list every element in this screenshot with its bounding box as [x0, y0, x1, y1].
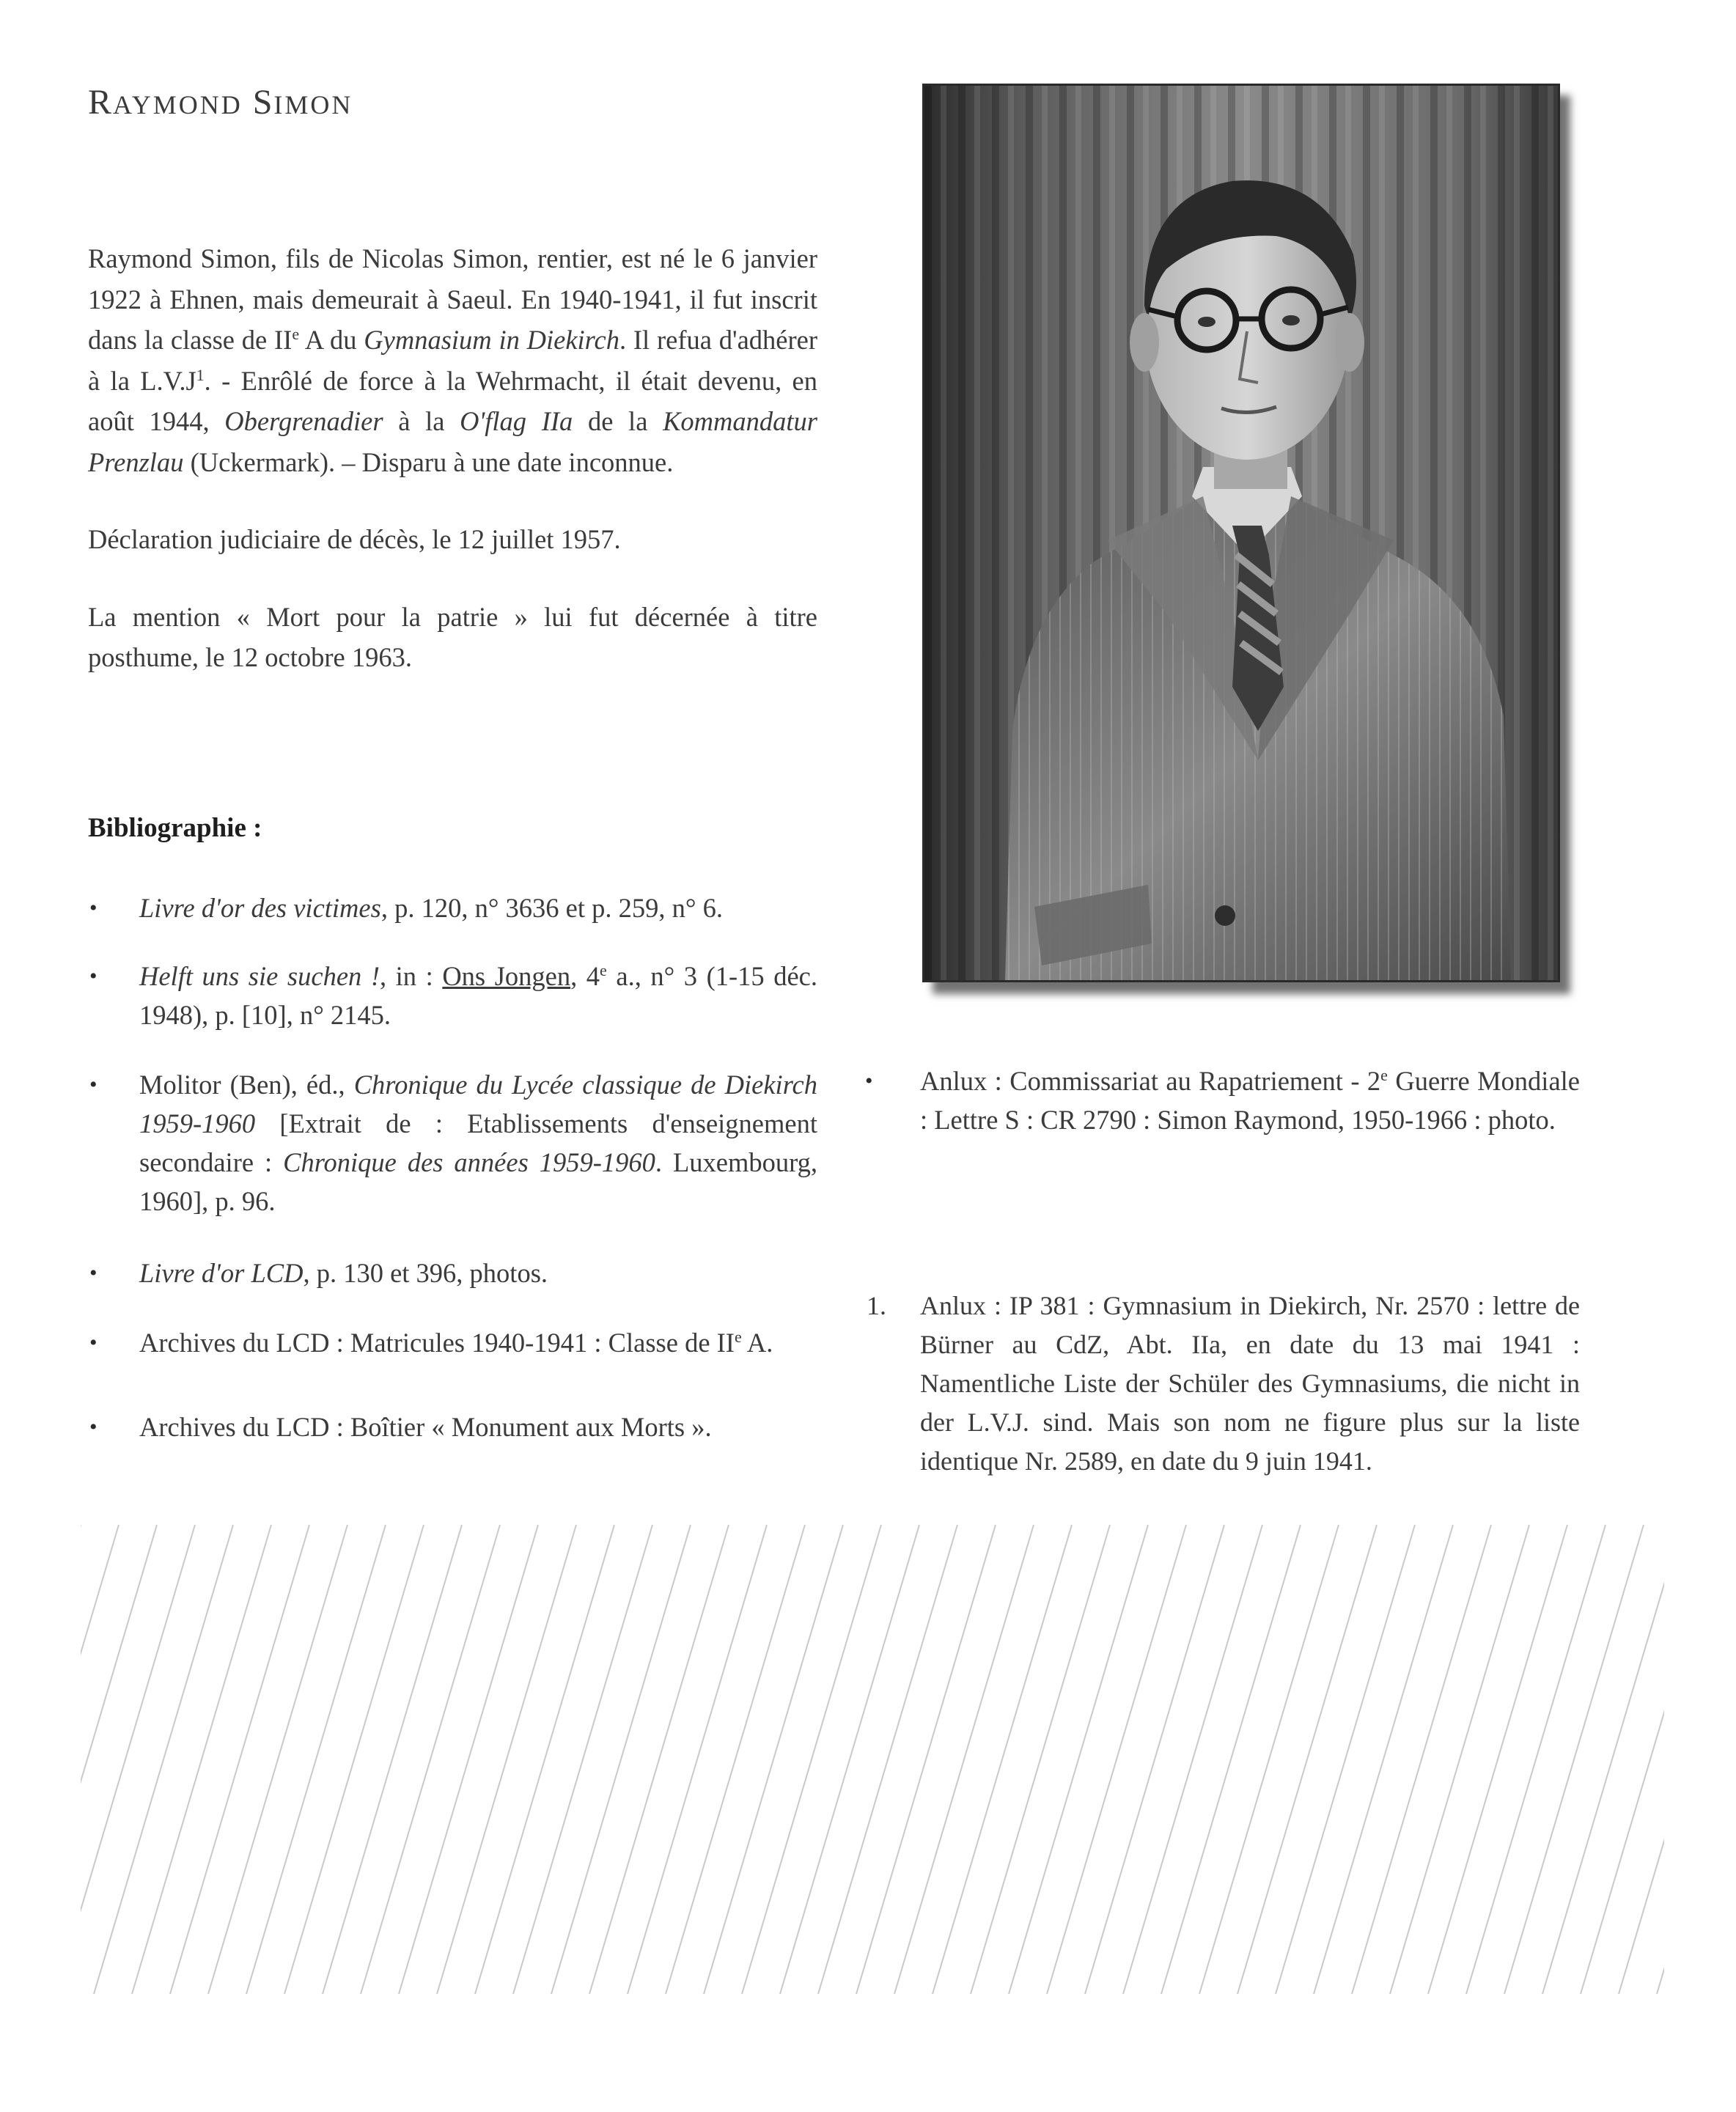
bullet-icon: • — [865, 1069, 873, 1093]
bullet-icon: • — [89, 1072, 98, 1097]
hatch-line — [1276, 1525, 1415, 1994]
bullet-icon: • — [89, 896, 98, 920]
title-rest-first: AYMOND — [113, 90, 243, 119]
hatch-line — [1009, 1525, 1148, 1994]
footnote-ref[interactable]: 1 — [196, 365, 205, 384]
hatch-line — [704, 1525, 843, 1994]
hatch-line — [1504, 1525, 1644, 1994]
bibliography-heading: Bibliographie : — [88, 813, 262, 843]
footnote — [865, 1287, 1580, 1481]
hatch-line — [246, 1525, 386, 1994]
bibliography-item: • Archives du LCD : Boîtier « Monument aux Morts ». — [88, 1408, 817, 1446]
hatch-line — [589, 1525, 729, 1994]
hatch-line — [208, 1525, 347, 1994]
bullet-icon: • — [89, 1331, 98, 1355]
title-initial-last: S — [252, 83, 274, 122]
hatch-line — [1352, 1525, 1491, 1994]
hatch-line — [170, 1525, 309, 1994]
hatch-line — [894, 1525, 1034, 1994]
hatch-line — [1161, 1525, 1301, 1994]
journal-title: Ons Jongen — [442, 961, 571, 991]
title-rest-last: IMON — [273, 90, 353, 119]
bullet-icon: • — [89, 1261, 98, 1285]
bullet-icon: • — [89, 964, 98, 988]
hatch-line — [1619, 1525, 1664, 1994]
biography-paragraph: Raymond Simon, fils de Nicolas Simon, rentier, est né le 6 janvier 1922 à Ehnen, mais demeurait à Saeul. En 1940-1941, il fut inscrit dans la classe de IIe A du Gymnasium in Diekirch. Il refua d'adhérer à la $L.V.J^1$. - Enrôlé de force à la Wehrmacht, il était devenu, en août 1944, Obergrenadier à la O'flag IIa de la Kommandatur Prenzlau (Uckermark). – Disparu à une date inconnue. — [88, 243, 817, 477]
decorative-hatching — [81, 1525, 1664, 1994]
hatch-line — [94, 1525, 233, 1994]
hatch-line — [1047, 1525, 1186, 1994]
portrait-image — [924, 86, 1558, 980]
bibliography-item: • Helft uns sie suchen !, in : Ons Jongen, 4e a., n° 3 (1-15 déc. 1948), p. [10], n° 2145. — [88, 957, 817, 1034]
hatch-line — [780, 1525, 919, 1994]
hatch-line — [284, 1525, 424, 1994]
hatch-line — [551, 1525, 691, 1994]
page-title — [88, 82, 353, 122]
hatch-line — [1542, 1525, 1664, 1994]
hatch-line — [1390, 1525, 1529, 1994]
hatch-line — [666, 1525, 805, 1994]
gymnasium-name: Gymnasium in Diekirch — [364, 325, 619, 355]
bibliography-list — [88, 888, 817, 1477]
hatch-line — [81, 1525, 157, 1994]
archive-note — [865, 1061, 1580, 1139]
portrait-photo — [922, 84, 1560, 982]
hatch-line — [1123, 1525, 1262, 1994]
hatch-line — [1314, 1525, 1453, 1994]
archive-text: Anlux : Commissariat au Rapatriement - 2e Guerre Mondiale : Lettre S : CR 2790 : Simon Raymond, 1950-1966 : photo. — [920, 1065, 1580, 1135]
hatch-line — [1466, 1525, 1606, 1994]
hatch-line — [437, 1525, 576, 1994]
death-declaration: Déclaration judiciaire de décès, le 12 juillet 1957. — [88, 524, 621, 554]
hatch-line — [742, 1525, 881, 1994]
mort-pour-la-patrie: La mention « Mort pour la patrie » lui fut décernée à titre posthume, le 12 octobre 1963. — [88, 601, 817, 672]
hatch-line — [1085, 1525, 1224, 1994]
hatch-line — [475, 1525, 614, 1994]
bibliography-item: • Molitor (Ben), éd., Chronique du Lycée classique de Diekirch 1959-1960 [Extrait de : Etablissements d'enseignement secondaire : Chronique des années 1959-1960. Luxembourg, 1960], p. 96. — [88, 1065, 817, 1221]
hatch-line — [933, 1525, 1072, 1994]
hatch-line — [132, 1525, 271, 1994]
hatch-line — [1428, 1525, 1567, 1994]
hatch-line — [513, 1525, 652, 1994]
footnote-text: Anlux : IP 381 : Gymnasium in Diekirch, Nr. 2570 : lettre de Bürner au CdZ, Abt. IIa, en date du 13 mai 1941 : Namentliche Liste der Schüler des Gymnasiums, die nicht in der L.V.J. sind. Mais son nom ne figure plus sur la liste identique Nr. 2589, en date du 9 juin 1941. — [920, 1291, 1580, 1476]
footnote-number: 1. — [867, 1291, 886, 1320]
hatch-line — [1237, 1525, 1377, 1994]
biography-section — [88, 238, 817, 715]
bibliography-item: • Livre d'or LCD, p. 130 et 396, photos. — [88, 1254, 817, 1292]
title-initial-first: R — [88, 83, 114, 122]
hatch-line — [628, 1525, 767, 1994]
hatch-line — [856, 1525, 996, 1994]
hatch-line — [818, 1525, 957, 1994]
hatch-line — [323, 1525, 462, 1994]
hatch-line — [399, 1525, 538, 1994]
bullet-icon: • — [89, 1415, 98, 1439]
hatch-line — [81, 1525, 119, 1994]
bibliography-item: • Livre d'or des victimes, p. 120, n° 3636 et p. 259, n° 6. — [88, 888, 817, 927]
hatch-line — [971, 1525, 1110, 1994]
bibliography-item: • Archives du LCD : Matricules 1940-1941 : Classe de IIe A. — [88, 1323, 817, 1362]
hatch-line — [361, 1525, 500, 1994]
hatch-line — [1199, 1525, 1339, 1994]
